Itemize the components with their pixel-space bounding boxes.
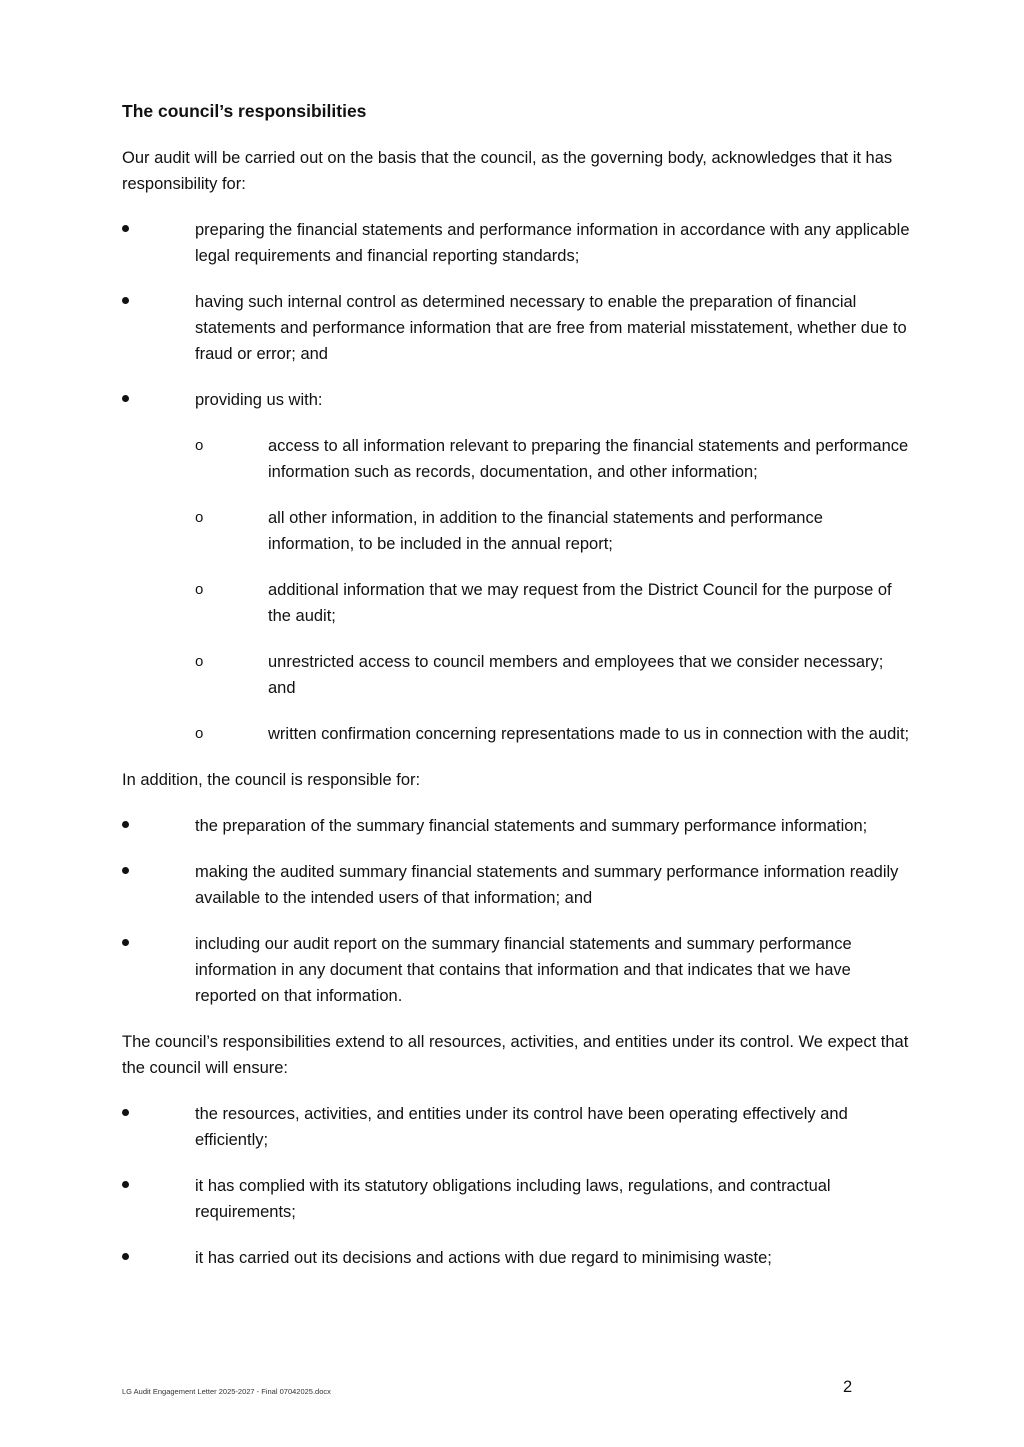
sublist-item-text: unrestricted access to council members and employees that we consider necessary; and [268,653,884,697]
intro-paragraph: Our audit will be carried out on the basis that the council, as the governing body, acknowledges that it has responsibility for: [122,149,893,193]
extend-paragraph: The council’s responsibilities extend to all resources, activities, and entities under its control. We expect that the council will ensure: [122,1033,909,1077]
list-item-text: the preparation of the summary financial statements and summary performance information; [195,817,868,835]
list-item [122,387,912,747]
addition-paragraph: In addition, the council is responsible for: [122,771,421,789]
list-item-text: the resources, activities, and entities under its control have been operating effectively and efficiently; [195,1105,848,1149]
bullet-icon [122,217,142,243]
list-item-text: making the audited summary financial statements and summary performance information readily available to the intended users of that information; and [195,863,899,907]
bullet-icon [122,859,142,885]
sublist-item [195,649,912,701]
circle-bullet-icon: o [195,581,204,598]
list-item [122,1101,912,1153]
circle-bullet-icon: o [195,509,204,526]
page-number: 2 [843,1378,853,1396]
sublist-item-text: additional information that we may request from the District Council for the purpose of the audit; [268,581,892,625]
list-item [122,289,912,367]
list-item [122,1173,912,1225]
list-item [122,217,912,269]
bullet-icon [122,1173,142,1199]
sublist-item [195,577,912,629]
footer-filename: LG Audit Engagement Letter 2025-2027 - Final 07042025.docx [122,1387,331,1396]
bullet-icon [122,1101,142,1127]
list-item [122,1245,912,1271]
list-item [122,859,912,911]
sublist-item-text: access to all information relevant to preparing the financial statements and performance information such as records, documentation, and other information; [268,437,909,481]
list-item-text: it has carried out its decisions and actions with due regard to minimising waste; [195,1249,772,1267]
responsibilities-list [122,217,912,747]
list-item-text: it has complied with its statutory obligations including laws, regulations, and contractual requirements; [195,1177,831,1221]
sublist-item [195,433,912,485]
circle-bullet-icon: o [195,725,204,742]
sublist-item [195,505,912,557]
bullet-icon [122,931,142,957]
document-body [122,98,912,1291]
section-heading: The council’s responsibilities [122,101,367,121]
bullet-icon [122,813,142,839]
list-item [122,931,912,1009]
providing-sublist [195,433,912,747]
circle-bullet-icon: o [195,437,204,454]
list-item-text: including our audit report on the summary financial statements and summary performance information in any document that contains that information and that indicates that we have reported on that information. [195,935,852,1005]
list-item [122,813,912,839]
list-item-text: having such internal control as determined necessary to enable the preparation of financial statements and performance information that are free from material misstatement, whether due to fraud or error; and [195,293,907,363]
circle-bullet-icon: o [195,653,204,670]
bullet-icon [122,1245,142,1271]
sublist-item-text: written confirmation concerning representations made to us in connection with the audit; [268,725,910,743]
list-item-text: providing us with: [195,391,323,409]
sublist-item [195,721,912,747]
addition-list [122,813,912,1009]
bullet-icon [122,289,142,315]
sublist-item-text: all other information, in addition to the financial statements and performance information, to be included in the annual report; [268,509,823,553]
list-item-text: preparing the financial statements and performance information in accordance with any applicable legal requirements and financial reporting standards; [195,221,910,265]
ensure-list [122,1101,912,1271]
bullet-icon [122,387,142,413]
